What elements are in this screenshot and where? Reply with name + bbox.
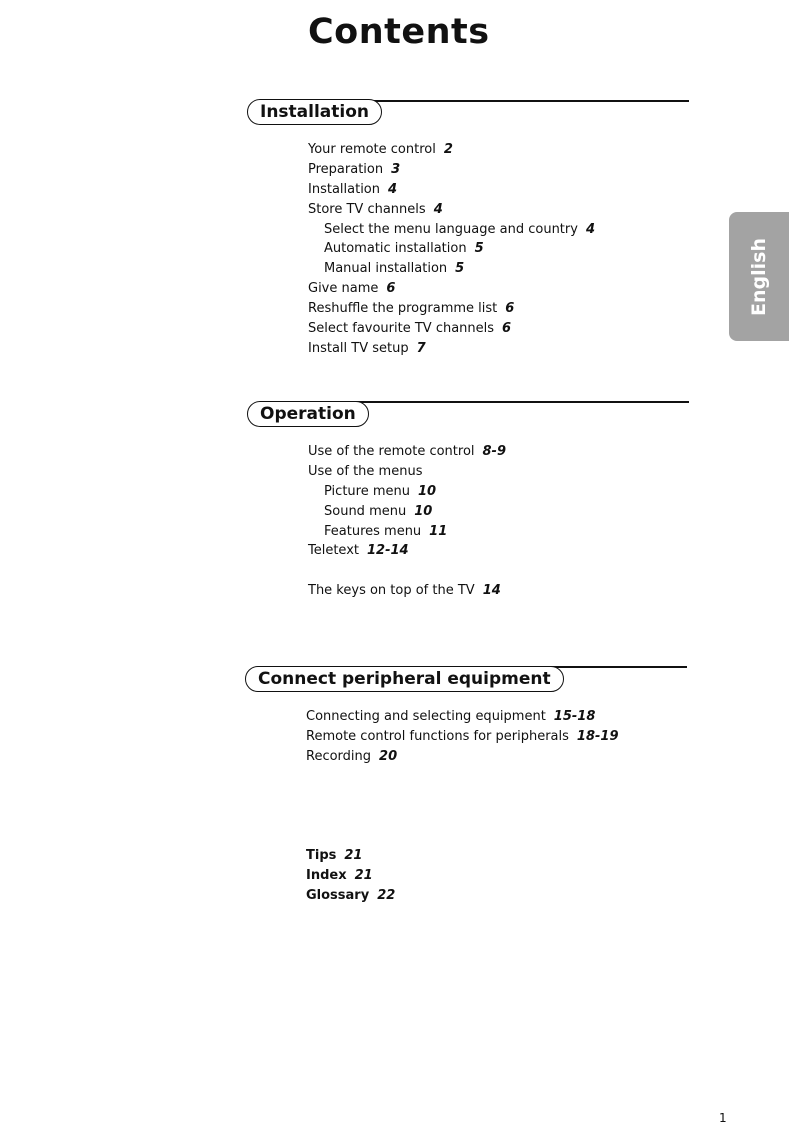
toc-entry-glossary[interactable]: Glossary 22 xyxy=(306,887,396,903)
toc-entry[interactable]: Installation 4 xyxy=(308,181,398,197)
toc-entry[interactable]: Teletext 12-14 xyxy=(308,543,409,559)
toc-subentry[interactable]: Select the menu language and country 4 xyxy=(324,221,595,237)
toc-list-operation xyxy=(308,442,506,601)
toc-entry[interactable]: Connecting and selecting equipment 15-18 xyxy=(306,709,596,724)
toc-entry[interactable]: Remote control functions for peripherals 18-19 xyxy=(306,728,619,744)
toc-list-peripheral xyxy=(306,707,618,767)
toc-entry[interactable]: The keys on top of the TV 14 xyxy=(308,583,501,599)
toc-entry[interactable]: Preparation 3 xyxy=(308,161,401,177)
toc-entry[interactable]: Give name 6 xyxy=(308,281,396,297)
toc-list-extras xyxy=(306,846,395,906)
toc-subentry[interactable]: Picture menu 10 xyxy=(324,483,437,499)
toc-entry[interactable]: Use of the menus xyxy=(308,463,423,479)
toc-subentry[interactable]: Sound menu 10 xyxy=(324,503,433,519)
toc-subentry[interactable]: Manual installation 5 xyxy=(324,261,465,277)
section-rule xyxy=(348,100,689,102)
toc-entry[interactable]: Store TV channels 4 xyxy=(308,201,443,217)
toc-list-installation xyxy=(308,140,595,359)
toc-entry[interactable]: Recording 20 xyxy=(306,748,398,764)
toc-entry-tips[interactable]: Tips 21 xyxy=(306,848,363,863)
section-rule xyxy=(344,401,689,403)
page-number: 1 xyxy=(719,1111,727,1125)
toc-entry[interactable]: Reshuffle the programme list 6 xyxy=(308,301,515,317)
section-heading-peripheral: Connect peripheral equipment xyxy=(245,666,564,692)
toc-entry[interactable]: Your remote control 2 xyxy=(308,142,453,157)
page-title: Contents xyxy=(308,12,490,52)
section-heading-operation: Operation xyxy=(247,401,369,427)
toc-subentry[interactable]: Automatic installation 5 xyxy=(324,241,484,257)
toc-subentry[interactable]: Features menu 11 xyxy=(324,523,448,539)
language-tab-label: English xyxy=(748,237,770,316)
toc-entry[interactable]: Use of the remote control 8-9 xyxy=(308,444,507,459)
toc-entry-index[interactable]: Index 21 xyxy=(306,867,373,883)
toc-entry[interactable]: Select favourite TV channels 6 xyxy=(308,321,512,337)
language-tab xyxy=(729,212,789,341)
toc-entry[interactable]: Install TV setup 7 xyxy=(308,340,426,356)
section-heading-installation: Installation xyxy=(247,99,382,125)
